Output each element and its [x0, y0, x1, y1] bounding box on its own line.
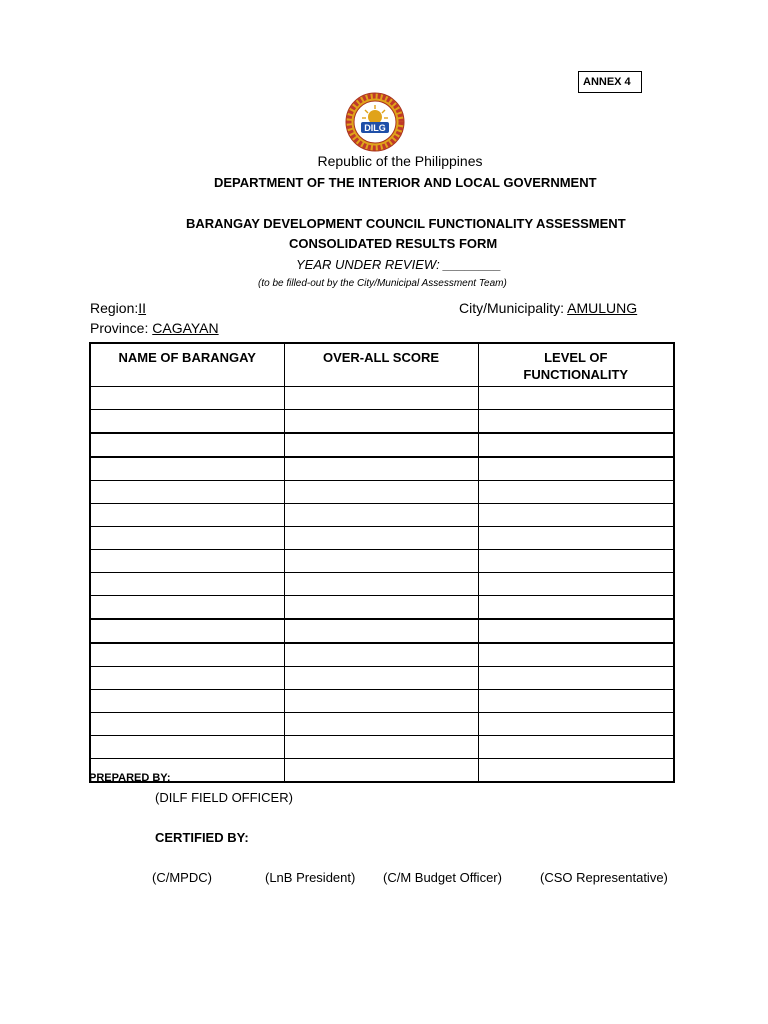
certifier-budget-officer: (C/M Budget Officer) [383, 870, 502, 885]
department-heading: DEPARTMENT OF THE INTERIOR AND LOCAL GOVERNMENT [214, 175, 597, 190]
table-cell[interactable] [478, 643, 674, 667]
table-body [90, 387, 674, 783]
table-cell[interactable] [90, 504, 284, 527]
table-cell[interactable] [284, 433, 478, 457]
table-cell[interactable] [284, 596, 478, 620]
table-cell[interactable] [284, 736, 478, 759]
table-cell[interactable] [478, 481, 674, 504]
table-cell[interactable] [284, 550, 478, 573]
table-row [90, 667, 674, 690]
table-row [90, 433, 674, 457]
table-cell[interactable] [284, 643, 478, 667]
table-cell[interactable] [478, 736, 674, 759]
table-cell[interactable] [90, 481, 284, 504]
region-label: Region: [90, 300, 139, 316]
table-cell[interactable] [478, 667, 674, 690]
region-field [90, 300, 146, 316]
certifier-cso-representative: (CSO Representative) [540, 870, 668, 885]
table-row [90, 690, 674, 713]
certifier-lnb-president: (LnB President) [265, 870, 356, 885]
table-cell[interactable] [478, 759, 674, 783]
table-row [90, 504, 674, 527]
table-cell[interactable] [284, 759, 478, 783]
table-cell[interactable] [478, 387, 674, 410]
table-row [90, 550, 674, 573]
table-cell[interactable] [284, 573, 478, 596]
table-cell[interactable] [478, 527, 674, 550]
table-cell[interactable] [478, 573, 674, 596]
table-row [90, 619, 674, 643]
table-row [90, 481, 674, 504]
table-cell[interactable] [90, 667, 284, 690]
annex-label: ANNEX 4 [578, 71, 642, 93]
table-cell[interactable] [90, 433, 284, 457]
table-cell[interactable] [284, 713, 478, 736]
year-under-review: YEAR UNDER REVIEW: ________ [296, 257, 502, 272]
table-cell[interactable] [284, 481, 478, 504]
table-cell[interactable] [90, 573, 284, 596]
table-cell[interactable] [90, 550, 284, 573]
table-cell[interactable] [90, 619, 284, 643]
table-row [90, 596, 674, 620]
table-row [90, 713, 674, 736]
table-cell[interactable] [284, 690, 478, 713]
table-cell[interactable] [90, 643, 284, 667]
table-cell[interactable] [90, 527, 284, 550]
table-row [90, 643, 674, 667]
table-cell[interactable] [90, 690, 284, 713]
table-cell[interactable] [478, 410, 674, 434]
region-value: II [138, 300, 147, 316]
table-header-row [90, 343, 674, 387]
table-row [90, 573, 674, 596]
table-row [90, 759, 674, 783]
city-field [459, 300, 637, 316]
table-cell[interactable] [284, 504, 478, 527]
table-cell[interactable] [478, 690, 674, 713]
table-cell[interactable] [90, 713, 284, 736]
dilg-seal-logo [343, 92, 407, 152]
table-cell[interactable] [284, 410, 478, 434]
table-cell[interactable] [284, 457, 478, 481]
city-label: City/Municipality: [459, 300, 568, 316]
republic-heading: Republic of the Philippines [317, 153, 483, 169]
table-row [90, 457, 674, 481]
table-cell[interactable] [478, 619, 674, 643]
header-overall-score: OVER-ALL SCORE [284, 343, 478, 387]
table-cell[interactable] [284, 527, 478, 550]
table-cell[interactable] [90, 387, 284, 410]
table-cell[interactable] [478, 433, 674, 457]
fill-out-note: (to be filled-out by the City/Municipal Assessment Team) [258, 278, 507, 289]
form-title-line2: CONSOLIDATED RESULTS FORM [289, 236, 498, 251]
prepared-by-officer: (DILF FIELD OFFICER) [155, 790, 293, 805]
seal-text: DILG [364, 123, 386, 133]
table-cell[interactable] [90, 596, 284, 620]
table-cell[interactable] [90, 736, 284, 759]
table-cell[interactable] [284, 667, 478, 690]
table-cell[interactable] [478, 596, 674, 620]
header-level-of-functionality: LEVEL OF FUNCTIONALITY [478, 343, 674, 387]
city-value: AMULUNG [567, 300, 638, 316]
province-value: CAGAYAN [152, 320, 219, 336]
table-row [90, 410, 674, 434]
table-cell[interactable] [284, 619, 478, 643]
table-cell[interactable] [478, 457, 674, 481]
prepared-by-label: PREPARED BY: [89, 772, 171, 784]
table-cell[interactable] [90, 457, 284, 481]
table-cell[interactable] [478, 504, 674, 527]
table-cell[interactable] [478, 550, 674, 573]
table-cell[interactable] [90, 410, 284, 434]
certified-by-label: CERTIFIED BY: [155, 830, 249, 845]
table-cell[interactable] [478, 713, 674, 736]
province-label: Province: [90, 320, 153, 336]
results-table [89, 342, 675, 783]
certifier-cmpdc: (C/MPDC) [152, 870, 212, 885]
table-row [90, 387, 674, 410]
table-row [90, 736, 674, 759]
header-name-of-barangay: NAME OF BARANGAY [90, 343, 284, 387]
province-field [90, 320, 219, 336]
form-title-line1: BARANGAY DEVELOPMENT COUNCIL FUNCTIONALITY ASSESSMENT [186, 216, 626, 231]
table-row [90, 527, 674, 550]
table-cell[interactable] [284, 387, 478, 410]
